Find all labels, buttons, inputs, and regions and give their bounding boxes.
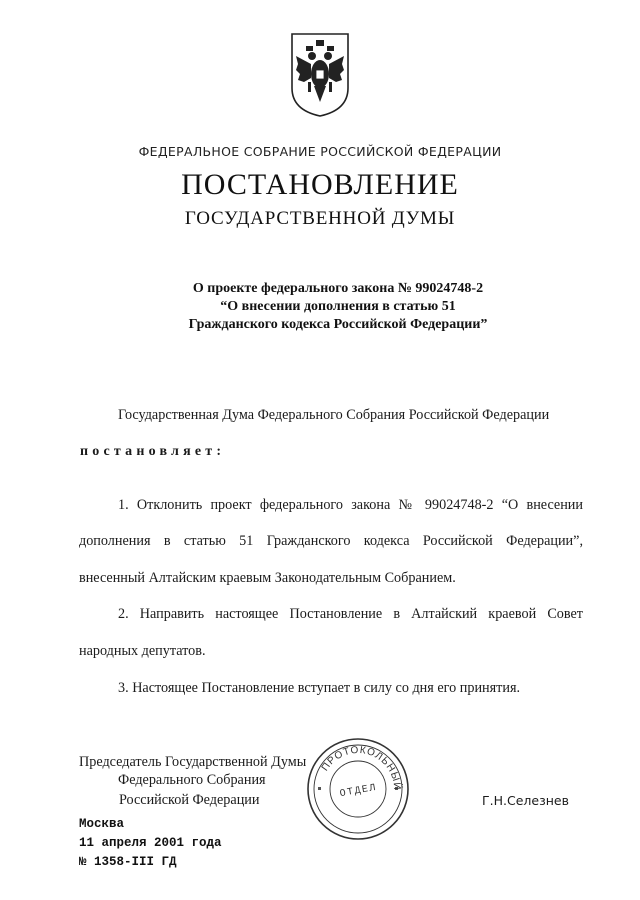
place-of-signing: Москва [79, 817, 125, 831]
item-2-text: 2. Направить настоящее Постановление в Алтайский краевой Совет [118, 606, 583, 622]
issuing-body-title: ГОСУДАРСТВЕННОЙ ДУМЫ [184, 208, 456, 229]
stamp-center-text: ОТДЕЛ [339, 782, 378, 801]
item-2-text: народных депутатов. [79, 643, 206, 659]
document-number: № 1358-III ГД [79, 855, 177, 869]
document-date: 11 апреля 2001 года [79, 836, 222, 850]
item-1-text: внесенный Алтайским краевым Законодательным Собранием. [79, 570, 456, 586]
subject-line: Гражданского кодекса Российской Федерации” [188, 317, 488, 332]
round-stamp-icon [304, 735, 412, 843]
subject-line: “О внесении дополнения в статью 51 [220, 299, 456, 314]
item-1-text: 1. Отклонить проект федерального закона № 99024748-2 “О внесении [118, 497, 583, 513]
intro-paragraph: Государственная Дума Федерального Собрания Российской Федерации [118, 407, 550, 423]
subject-line: О проекте федерального закона № 99024748-2 [192, 281, 484, 296]
signatory-title: Российской Федерации [119, 792, 260, 808]
issuer-heading: ФЕДЕРАЛЬНОЕ СОБРАНИЕ РОССИЙСКОЙ ФЕДЕРАЦИИ [138, 144, 502, 159]
state-emblem-icon [288, 30, 352, 118]
document-type-title: ПОСТАНОВЛЕНИЕ [181, 168, 459, 201]
signatory-title: Председатель Государственной Думы [79, 754, 307, 770]
item-3-text: 3. Настоящее Постановление вступает в силу со дня его принятия. [118, 680, 521, 696]
signatory-name: Г.Н.Селезнев [482, 793, 569, 808]
resolves-heading: постановляет: [80, 444, 226, 459]
stamp-ring-text: ПРОТОКОЛЬНЫЙ [319, 744, 403, 792]
item-1-text: дополнения в статью 51 Гражданского кодекса Российской Федерации”, [79, 533, 583, 549]
signatory-title: Федерального Собрания [118, 772, 266, 788]
